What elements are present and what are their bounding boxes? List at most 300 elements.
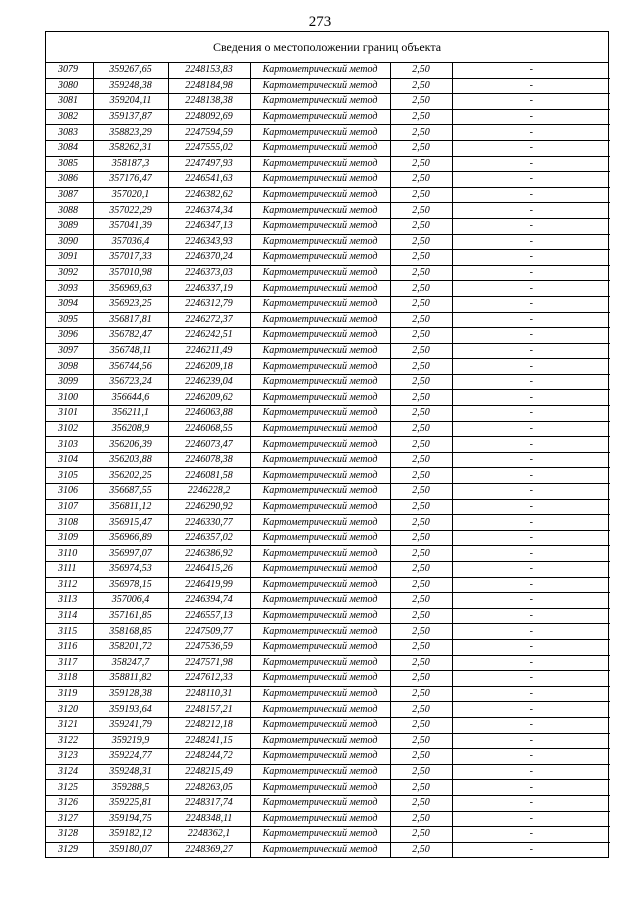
method-cell: Картометрический метод <box>250 234 390 250</box>
y-coordinate-cell: 2248244,72 <box>168 749 250 765</box>
x-coordinate-cell: 356202,25 <box>93 468 168 484</box>
y-coordinate-cell: 2248317,74 <box>168 795 250 811</box>
y-coordinate-cell: 2246386,92 <box>168 546 250 562</box>
y-coordinate-cell: 2247555,02 <box>168 140 250 156</box>
description-cell: - <box>452 250 610 266</box>
description-cell: - <box>452 63 610 78</box>
table-row <box>46 639 610 655</box>
description-cell: - <box>452 359 610 375</box>
x-coordinate-cell: 356811,12 <box>93 499 168 515</box>
x-coordinate-cell: 356997,07 <box>93 546 168 562</box>
x-coordinate-cell: 359137,87 <box>93 109 168 125</box>
y-coordinate-cell: 2246242,51 <box>168 328 250 344</box>
y-coordinate-cell: 2248348,11 <box>168 811 250 827</box>
point-number-cell: 3120 <box>46 702 93 718</box>
method-cell: Картометрический метод <box>250 764 390 780</box>
y-coordinate-cell: 2246374,34 <box>168 203 250 219</box>
accuracy-cell: 2,50 <box>390 296 452 312</box>
description-cell: - <box>452 608 610 624</box>
method-cell: Картометрический метод <box>250 140 390 156</box>
method-cell: Картометрический метод <box>250 296 390 312</box>
point-number-cell: 3107 <box>46 499 93 515</box>
x-coordinate-cell: 356748,11 <box>93 343 168 359</box>
description-cell: - <box>452 109 610 125</box>
y-coordinate-cell: 2247594,59 <box>168 125 250 141</box>
point-number-cell: 3126 <box>46 795 93 811</box>
table-row <box>46 562 610 578</box>
point-number-cell: 3103 <box>46 437 93 453</box>
y-coordinate-cell: 2246343,93 <box>168 234 250 250</box>
accuracy-cell: 2,50 <box>390 421 452 437</box>
description-cell: - <box>452 218 610 234</box>
accuracy-cell: 2,50 <box>390 686 452 702</box>
point-number-cell: 3119 <box>46 686 93 702</box>
point-number-cell: 3081 <box>46 94 93 110</box>
table-row <box>46 390 610 406</box>
y-coordinate-cell: 2246209,62 <box>168 390 250 406</box>
accuracy-cell: 2,50 <box>390 842 452 857</box>
table-row <box>46 172 610 188</box>
accuracy-cell: 2,50 <box>390 281 452 297</box>
y-coordinate-cell: 2246081,58 <box>168 468 250 484</box>
point-number-cell: 3080 <box>46 78 93 94</box>
table-row <box>46 125 610 141</box>
description-cell: - <box>452 764 610 780</box>
x-coordinate-cell: 357020,1 <box>93 187 168 203</box>
accuracy-cell: 2,50 <box>390 499 452 515</box>
table-row <box>46 140 610 156</box>
table-row <box>46 281 610 297</box>
accuracy-cell: 2,50 <box>390 406 452 422</box>
description-cell: - <box>452 655 610 671</box>
point-number-cell: 3093 <box>46 281 93 297</box>
method-cell: Картометрический метод <box>250 811 390 827</box>
table-row <box>46 94 610 110</box>
table-row <box>46 499 610 515</box>
y-coordinate-cell: 2248092,69 <box>168 109 250 125</box>
description-cell: - <box>452 749 610 765</box>
y-coordinate-cell: 2247536,59 <box>168 639 250 655</box>
table-row <box>46 484 610 500</box>
x-coordinate-cell: 358247,7 <box>93 655 168 671</box>
method-cell: Картометрический метод <box>250 281 390 297</box>
description-cell: - <box>452 78 610 94</box>
table-row <box>46 218 610 234</box>
table-row <box>46 686 610 702</box>
point-number-cell: 3101 <box>46 406 93 422</box>
y-coordinate-cell: 2246290,92 <box>168 499 250 515</box>
accuracy-cell: 2,50 <box>390 250 452 266</box>
accuracy-cell: 2,50 <box>390 811 452 827</box>
accuracy-cell: 2,50 <box>390 437 452 453</box>
x-coordinate-cell: 356723,24 <box>93 374 168 390</box>
accuracy-cell: 2,50 <box>390 749 452 765</box>
description-cell: - <box>452 780 610 796</box>
method-cell: Картометрический метод <box>250 265 390 281</box>
accuracy-cell: 2,50 <box>390 780 452 796</box>
point-number-cell: 3108 <box>46 515 93 531</box>
x-coordinate-cell: 359193,64 <box>93 702 168 718</box>
x-coordinate-cell: 357017,33 <box>93 250 168 266</box>
x-coordinate-cell: 359225,81 <box>93 795 168 811</box>
table-row <box>46 109 610 125</box>
method-cell: Картометрический метод <box>250 484 390 500</box>
point-number-cell: 3086 <box>46 172 93 188</box>
accuracy-cell: 2,50 <box>390 312 452 328</box>
y-coordinate-cell: 2246337,19 <box>168 281 250 297</box>
table-row <box>46 328 610 344</box>
x-coordinate-cell: 359224,77 <box>93 749 168 765</box>
y-coordinate-cell: 2246211,49 <box>168 343 250 359</box>
method-cell: Картометрический метод <box>250 343 390 359</box>
point-number-cell: 3110 <box>46 546 93 562</box>
description-cell: - <box>452 421 610 437</box>
point-number-cell: 3121 <box>46 717 93 733</box>
accuracy-cell: 2,50 <box>390 140 452 156</box>
method-cell: Картометрический метод <box>250 109 390 125</box>
method-cell: Картометрический метод <box>250 639 390 655</box>
table-row <box>46 811 610 827</box>
x-coordinate-cell: 356208,9 <box>93 421 168 437</box>
point-number-cell: 3095 <box>46 312 93 328</box>
description-cell: - <box>452 312 610 328</box>
method-cell: Картометрический метод <box>250 187 390 203</box>
point-number-cell: 3124 <box>46 764 93 780</box>
description-cell: - <box>452 281 610 297</box>
accuracy-cell: 2,50 <box>390 593 452 609</box>
accuracy-cell: 2,50 <box>390 671 452 687</box>
method-cell: Картометрический метод <box>250 328 390 344</box>
accuracy-cell: 2,50 <box>390 203 452 219</box>
y-coordinate-cell: 2248362,1 <box>168 827 250 843</box>
x-coordinate-cell: 359248,38 <box>93 78 168 94</box>
x-coordinate-cell: 358823,29 <box>93 125 168 141</box>
method-cell: Картометрический метод <box>250 78 390 94</box>
description-cell: - <box>452 827 610 843</box>
method-cell: Картометрический метод <box>250 250 390 266</box>
table-row <box>46 530 610 546</box>
table-row <box>46 468 610 484</box>
table-row <box>46 702 610 718</box>
accuracy-cell: 2,50 <box>390 172 452 188</box>
method-cell: Картометрический метод <box>250 717 390 733</box>
method-cell: Картометрический метод <box>250 94 390 110</box>
accuracy-cell: 2,50 <box>390 655 452 671</box>
point-number-cell: 3088 <box>46 203 93 219</box>
accuracy-cell: 2,50 <box>390 125 452 141</box>
accuracy-cell: 2,50 <box>390 546 452 562</box>
point-number-cell: 3129 <box>46 842 93 857</box>
page-number: 273 <box>308 14 332 30</box>
table-row <box>46 343 610 359</box>
table-row <box>46 515 610 531</box>
x-coordinate-cell: 358262,31 <box>93 140 168 156</box>
description-cell: - <box>452 686 610 702</box>
description-cell: - <box>452 562 610 578</box>
y-coordinate-cell: 2246228,2 <box>168 484 250 500</box>
x-coordinate-cell: 356206,39 <box>93 437 168 453</box>
description-cell: - <box>452 593 610 609</box>
x-coordinate-cell: 359241,79 <box>93 717 168 733</box>
accuracy-cell: 2,50 <box>390 359 452 375</box>
y-coordinate-cell: 2246357,02 <box>168 530 250 546</box>
accuracy-cell: 2,50 <box>390 109 452 125</box>
point-number-cell: 3085 <box>46 156 93 172</box>
method-cell: Картометрический метод <box>250 827 390 843</box>
y-coordinate-cell: 2247571,98 <box>168 655 250 671</box>
table-row <box>46 608 610 624</box>
method-cell: Картометрический метод <box>250 421 390 437</box>
x-coordinate-cell: 356644,6 <box>93 390 168 406</box>
point-number-cell: 3100 <box>46 390 93 406</box>
x-coordinate-cell: 359182,12 <box>93 827 168 843</box>
y-coordinate-cell: 2246078,38 <box>168 452 250 468</box>
y-coordinate-cell: 2246312,79 <box>168 296 250 312</box>
point-number-cell: 3104 <box>46 452 93 468</box>
point-number-cell: 3106 <box>46 484 93 500</box>
table-row <box>46 203 610 219</box>
y-coordinate-cell: 2247509,77 <box>168 624 250 640</box>
method-cell: Картометрический метод <box>250 312 390 328</box>
table-row <box>46 437 610 453</box>
point-number-cell: 3122 <box>46 733 93 749</box>
x-coordinate-cell: 359267,65 <box>93 63 168 78</box>
y-coordinate-cell: 2248153,83 <box>168 63 250 78</box>
accuracy-cell: 2,50 <box>390 515 452 531</box>
description-cell: - <box>452 390 610 406</box>
y-coordinate-cell: 2247497,93 <box>168 156 250 172</box>
y-coordinate-cell: 2248212,18 <box>168 717 250 733</box>
point-number-cell: 3118 <box>46 671 93 687</box>
method-cell: Картометрический метод <box>250 203 390 219</box>
x-coordinate-cell: 357176,47 <box>93 172 168 188</box>
accuracy-cell: 2,50 <box>390 156 452 172</box>
method-cell: Картометрический метод <box>250 218 390 234</box>
point-number-cell: 3094 <box>46 296 93 312</box>
method-cell: Картометрический метод <box>250 686 390 702</box>
method-cell: Картометрический метод <box>250 546 390 562</box>
table-row <box>46 234 610 250</box>
point-number-cell: 3082 <box>46 109 93 125</box>
description-cell: - <box>452 140 610 156</box>
y-coordinate-cell: 2248369,27 <box>168 842 250 857</box>
y-coordinate-cell: 2247612,33 <box>168 671 250 687</box>
x-coordinate-cell: 359248,31 <box>93 764 168 780</box>
method-cell: Картометрический метод <box>250 172 390 188</box>
table-row <box>46 795 610 811</box>
method-cell: Картометрический метод <box>250 359 390 375</box>
description-cell: - <box>452 530 610 546</box>
x-coordinate-cell: 358811,82 <box>93 671 168 687</box>
point-number-cell: 3098 <box>46 359 93 375</box>
table-title: Сведения о местоположении границ объекта <box>46 32 608 63</box>
accuracy-cell: 2,50 <box>390 639 452 655</box>
accuracy-cell: 2,50 <box>390 795 452 811</box>
method-cell: Картометрический метод <box>250 842 390 857</box>
accuracy-cell: 2,50 <box>390 374 452 390</box>
y-coordinate-cell: 2246073,47 <box>168 437 250 453</box>
table-row <box>46 749 610 765</box>
description-cell: - <box>452 452 610 468</box>
accuracy-cell: 2,50 <box>390 452 452 468</box>
table-row <box>46 312 610 328</box>
accuracy-cell: 2,50 <box>390 717 452 733</box>
accuracy-cell: 2,50 <box>390 234 452 250</box>
accuracy-cell: 2,50 <box>390 343 452 359</box>
accuracy-cell: 2,50 <box>390 63 452 78</box>
point-number-cell: 3084 <box>46 140 93 156</box>
point-number-cell: 3116 <box>46 639 93 655</box>
description-cell: - <box>452 499 610 515</box>
x-coordinate-cell: 358168,85 <box>93 624 168 640</box>
accuracy-cell: 2,50 <box>390 218 452 234</box>
x-coordinate-cell: 356978,15 <box>93 577 168 593</box>
accuracy-cell: 2,50 <box>390 764 452 780</box>
coordinates-table <box>46 63 610 857</box>
table-row <box>46 671 610 687</box>
accuracy-cell: 2,50 <box>390 187 452 203</box>
method-cell: Картометрический метод <box>250 702 390 718</box>
x-coordinate-cell: 356203,88 <box>93 452 168 468</box>
table-row <box>46 624 610 640</box>
point-number-cell: 3079 <box>46 63 93 78</box>
description-cell: - <box>452 156 610 172</box>
method-cell: Картометрический метод <box>250 125 390 141</box>
x-coordinate-cell: 359219,9 <box>93 733 168 749</box>
y-coordinate-cell: 2248138,38 <box>168 94 250 110</box>
table-row <box>46 733 610 749</box>
y-coordinate-cell: 2246394,74 <box>168 593 250 609</box>
description-cell: - <box>452 577 610 593</box>
table-row <box>46 780 610 796</box>
x-coordinate-cell: 357010,98 <box>93 265 168 281</box>
x-coordinate-cell: 356211,1 <box>93 406 168 422</box>
point-number-cell: 3089 <box>46 218 93 234</box>
table-row <box>46 63 610 78</box>
point-number-cell: 3097 <box>46 343 93 359</box>
y-coordinate-cell: 2246209,18 <box>168 359 250 375</box>
point-number-cell: 3123 <box>46 749 93 765</box>
table-row <box>46 265 610 281</box>
y-coordinate-cell: 2246382,62 <box>168 187 250 203</box>
x-coordinate-cell: 357041,39 <box>93 218 168 234</box>
description-cell: - <box>452 125 610 141</box>
table-row <box>46 296 610 312</box>
description-cell: - <box>452 515 610 531</box>
method-cell: Картометрический метод <box>250 780 390 796</box>
table-row <box>46 842 610 857</box>
method-cell: Картометрический метод <box>250 608 390 624</box>
point-number-cell: 3114 <box>46 608 93 624</box>
y-coordinate-cell: 2246557,13 <box>168 608 250 624</box>
x-coordinate-cell: 356966,89 <box>93 530 168 546</box>
accuracy-cell: 2,50 <box>390 530 452 546</box>
y-coordinate-cell: 2248215,49 <box>168 764 250 780</box>
table-row <box>46 546 610 562</box>
table-row <box>46 359 610 375</box>
description-cell: - <box>452 187 610 203</box>
point-number-cell: 3105 <box>46 468 93 484</box>
x-coordinate-cell: 356744,56 <box>93 359 168 375</box>
method-cell: Картометрический метод <box>250 515 390 531</box>
method-cell: Картометрический метод <box>250 733 390 749</box>
accuracy-cell: 2,50 <box>390 78 452 94</box>
y-coordinate-cell: 2246415,26 <box>168 562 250 578</box>
x-coordinate-cell: 358201,72 <box>93 639 168 655</box>
method-cell: Картометрический метод <box>250 624 390 640</box>
table-row <box>46 374 610 390</box>
accuracy-cell: 2,50 <box>390 484 452 500</box>
description-cell: - <box>452 468 610 484</box>
accuracy-cell: 2,50 <box>390 328 452 344</box>
table-row <box>46 250 610 266</box>
method-cell: Картометрический метод <box>250 577 390 593</box>
description-cell: - <box>452 546 610 562</box>
description-cell: - <box>452 702 610 718</box>
x-coordinate-cell: 356974,53 <box>93 562 168 578</box>
table-row <box>46 78 610 94</box>
method-cell: Картометрический метод <box>250 593 390 609</box>
point-number-cell: 3096 <box>46 328 93 344</box>
boundary-table <box>45 31 609 858</box>
y-coordinate-cell: 2248110,31 <box>168 686 250 702</box>
accuracy-cell: 2,50 <box>390 702 452 718</box>
x-coordinate-cell: 356923,25 <box>93 296 168 312</box>
description-cell: - <box>452 296 610 312</box>
description-cell: - <box>452 842 610 857</box>
point-number-cell: 3090 <box>46 234 93 250</box>
table-row <box>46 452 610 468</box>
table-row <box>46 577 610 593</box>
accuracy-cell: 2,50 <box>390 94 452 110</box>
method-cell: Картометрический метод <box>250 156 390 172</box>
accuracy-cell: 2,50 <box>390 827 452 843</box>
point-number-cell: 3087 <box>46 187 93 203</box>
x-coordinate-cell: 356782,47 <box>93 328 168 344</box>
y-coordinate-cell: 2246370,24 <box>168 250 250 266</box>
x-coordinate-cell: 359288,5 <box>93 780 168 796</box>
description-cell: - <box>452 671 610 687</box>
y-coordinate-cell: 2246347,13 <box>168 218 250 234</box>
method-cell: Картометрический метод <box>250 468 390 484</box>
table-row <box>46 655 610 671</box>
description-cell: - <box>452 234 610 250</box>
x-coordinate-cell: 359128,38 <box>93 686 168 702</box>
table-row <box>46 717 610 733</box>
method-cell: Картометрический метод <box>250 671 390 687</box>
method-cell: Картометрический метод <box>250 499 390 515</box>
point-number-cell: 3127 <box>46 811 93 827</box>
description-cell: - <box>452 484 610 500</box>
accuracy-cell: 2,50 <box>390 390 452 406</box>
y-coordinate-cell: 2246239,04 <box>168 374 250 390</box>
method-cell: Картометрический метод <box>250 390 390 406</box>
method-cell: Картометрический метод <box>250 437 390 453</box>
method-cell: Картометрический метод <box>250 562 390 578</box>
x-coordinate-cell: 357036,4 <box>93 234 168 250</box>
table-row <box>46 156 610 172</box>
table-row <box>46 827 610 843</box>
table-row <box>46 593 610 609</box>
y-coordinate-cell: 2246063,88 <box>168 406 250 422</box>
point-number-cell: 3113 <box>46 593 93 609</box>
point-number-cell: 3128 <box>46 827 93 843</box>
description-cell: - <box>452 624 610 640</box>
x-coordinate-cell: 356915,47 <box>93 515 168 531</box>
y-coordinate-cell: 2246330,77 <box>168 515 250 531</box>
x-coordinate-cell: 356817,81 <box>93 312 168 328</box>
point-number-cell: 3111 <box>46 562 93 578</box>
